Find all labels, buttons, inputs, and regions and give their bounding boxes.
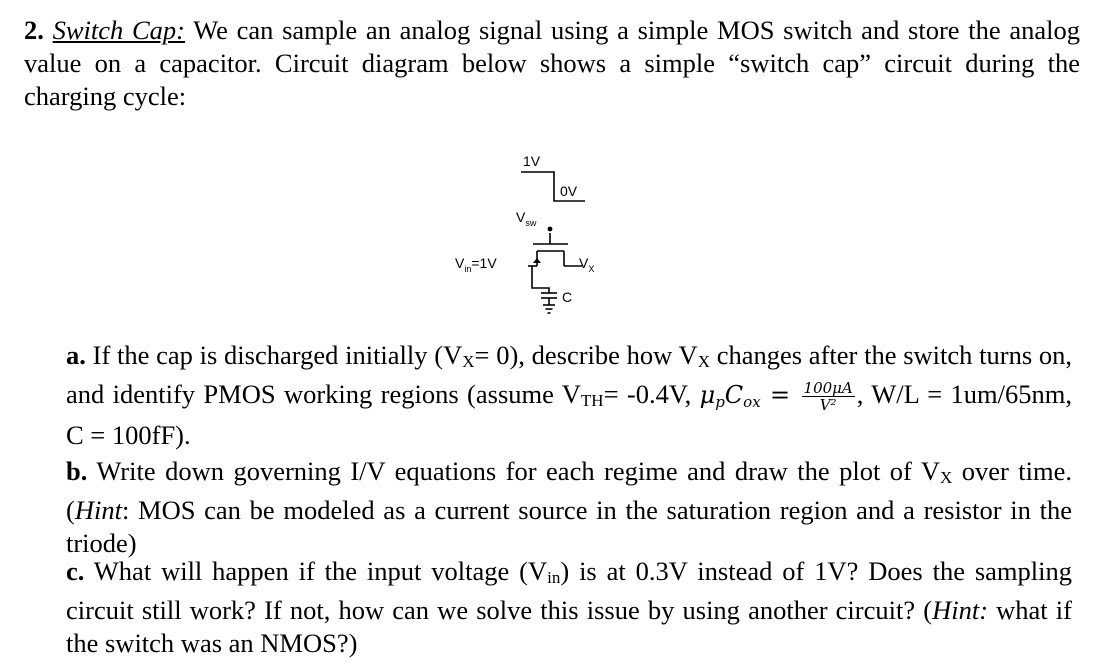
part-c-label: c. <box>66 556 85 586</box>
part-a-label: a. <box>66 340 86 370</box>
node-wire <box>532 266 549 293</box>
mu-p-cox: μpCox = <box>699 381 800 411</box>
mobility-fraction: $\frac{100\mu A}{\text{V²}}$ <box>803 378 853 414</box>
label-vin: $V_{in}=1V$ <box>455 255 497 274</box>
problem-number: 2. <box>24 15 44 45</box>
gate-bubble <box>548 227 553 232</box>
label-vsw: $V_{sw}$ <box>516 209 537 228</box>
part-c: c. What will happen if the input voltage (Vin) is at 0.3V instead of 1V? Does the sampling circuit still work? If not, how can we solve this issue by using another circuit? (Hint: what if the switch was an NMOS?) <box>66 556 1073 658</box>
problem-intro-text: We can sample an analog signal using a simple MOS switch and store the analog value on a capacitor. Circuit diagram below shows a simple “switch cap” circuit during the charging cycle: <box>24 15 1081 111</box>
source-arrow <box>533 258 541 263</box>
label-0v: 0V <box>560 183 578 199</box>
label-c: C <box>562 289 573 305</box>
label-vx: $V_X$ <box>579 255 595 274</box>
part-a: a. If the cap is discharged initially (VX= 0), describe how VX changes after the switch turns on, and identify PMOS working regions (assume VTH= -0.4V, μpCox = $\frac{100\mu A}{\text{V²}}$ , W/L = 1um/65nm, C = 100fF). <box>66 340 1072 450</box>
part-b: b. Write down governing I/V equations for each regime and draw the plot of VX over time. (Hint: MOS can be modeled as a current source in the saturation region and a resistor in the triode) <box>66 456 1073 558</box>
part-b-label: b. <box>66 456 88 486</box>
problem-title: Switch Cap: <box>52 15 185 45</box>
label-1v: 1V <box>523 153 541 169</box>
